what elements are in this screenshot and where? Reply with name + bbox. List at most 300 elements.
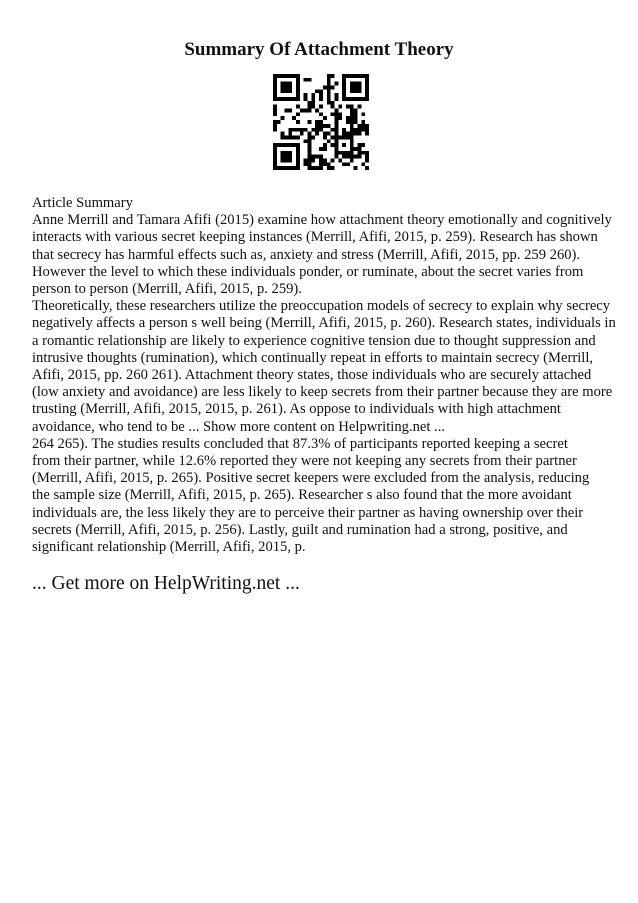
qr-module — [350, 105, 354, 109]
qr-module — [304, 97, 308, 101]
qr-module — [281, 151, 285, 155]
qr-module — [292, 135, 296, 139]
qr-module — [273, 89, 277, 93]
qr-module — [350, 128, 354, 132]
qr-module — [273, 78, 277, 82]
qr-module — [308, 151, 312, 155]
qr-module — [354, 86, 358, 90]
qr-module — [350, 132, 354, 136]
qr-module — [338, 158, 342, 162]
qr-module — [327, 124, 331, 128]
qr-module — [319, 147, 323, 151]
body-line: Theoretically, these researchers utilize the preoccupation models of secrecy to explain why secrecy — [32, 298, 611, 315]
qr-module — [273, 147, 277, 151]
qr-module — [350, 112, 354, 116]
qr-module — [319, 166, 323, 170]
qr-module — [273, 128, 277, 132]
qr-module — [331, 105, 335, 109]
qr-module — [304, 128, 308, 132]
qr-module — [350, 120, 354, 124]
qr-module — [273, 166, 277, 170]
qr-module — [273, 82, 277, 86]
qr-module — [285, 135, 289, 139]
qr-module — [296, 78, 300, 82]
qr-module — [296, 97, 300, 101]
qr-module — [357, 86, 361, 90]
qr-module — [315, 109, 319, 113]
qr-module — [308, 132, 312, 136]
body-line: individuals are, the less likely they are to perceive their partner as having ownership over their — [32, 504, 584, 521]
qr-module — [334, 132, 338, 136]
qr-module — [311, 93, 315, 97]
qr-module — [288, 74, 292, 78]
qr-module — [331, 128, 335, 132]
qr-module — [273, 124, 277, 128]
qr-module — [281, 74, 285, 78]
qr-module — [273, 112, 277, 116]
qr-module — [273, 93, 277, 97]
body-line: However the level to which these individuals ponder, or ruminate, about the secret varies from — [32, 263, 584, 280]
qr-module — [296, 166, 300, 170]
qr-module — [281, 158, 285, 162]
qr-module — [354, 109, 358, 113]
qr-module — [327, 74, 331, 78]
qr-module — [273, 74, 277, 78]
qr-module — [304, 158, 308, 162]
body-line: Anne Merrill and Tamara Afifi (2015) examine how attachment theory emotionally and cognitively — [32, 212, 612, 229]
qr-module — [354, 120, 358, 124]
qr-module — [342, 128, 346, 132]
qr-module — [281, 132, 285, 136]
qr-module — [296, 89, 300, 93]
qr-module — [273, 97, 277, 101]
qr-module — [288, 82, 292, 86]
qr-module — [342, 135, 346, 139]
qr-module — [327, 162, 331, 166]
qr-module — [285, 82, 289, 86]
qr-module — [350, 109, 354, 113]
body-line: avoidance, who tend to be ... Show more content on Helpwriting.net ... — [32, 418, 445, 435]
qr-module — [365, 78, 369, 82]
qr-module — [334, 82, 338, 86]
qr-module — [296, 120, 300, 124]
qr-module — [350, 86, 354, 90]
body-line: Afifi, 2015, pp. 260 261). Attachment theory states, those individuals who are securely attached — [32, 367, 592, 384]
qr-module — [350, 151, 354, 155]
qr-module — [334, 93, 338, 97]
body-line: from their partner, while 12.6% reported they were not keeping any secrets from their partner — [32, 453, 577, 470]
qr-module — [338, 151, 342, 155]
qr-module — [288, 135, 292, 139]
qr-module — [285, 166, 289, 170]
qr-module — [296, 105, 300, 109]
qr-module — [361, 97, 365, 101]
qr-module — [296, 86, 300, 90]
qr-module — [346, 135, 350, 139]
qr-module — [331, 112, 335, 116]
body-line: 264 265). The studies results concluded that 87.3% of participants reported keeping a secret — [32, 435, 568, 452]
qr-module — [315, 128, 319, 132]
qr-module — [304, 93, 308, 97]
body-line: (low anxiety and avoidance) are less likely to keep secrets from their partner because they are more — [32, 384, 613, 401]
qr-module — [311, 128, 315, 132]
qr-module — [354, 116, 358, 120]
qr-module — [334, 155, 338, 159]
qr-module — [334, 151, 338, 155]
qr-module — [273, 120, 277, 124]
qr-module — [296, 158, 300, 162]
qr-module — [361, 143, 365, 147]
qr-module — [304, 109, 308, 113]
qr-module — [319, 124, 323, 128]
get-more-link[interactable]: ... Get more on HelpWriting.net ... — [32, 573, 300, 594]
qr-module — [342, 143, 346, 147]
qr-module — [346, 132, 350, 136]
qr-module — [365, 132, 369, 136]
qr-module — [327, 93, 331, 97]
qr-module — [334, 97, 338, 101]
qr-module — [327, 132, 331, 136]
qr-module — [346, 151, 350, 155]
qr-module — [361, 151, 365, 155]
qr-module — [346, 162, 350, 166]
qr-module — [277, 97, 281, 101]
qr-module — [365, 128, 369, 132]
qr-module — [273, 155, 277, 159]
qr-module — [288, 166, 292, 170]
qr-module — [311, 135, 315, 139]
qr-module — [319, 93, 323, 97]
qr-module — [331, 158, 335, 162]
qr-module — [357, 132, 361, 136]
qr-module — [342, 162, 346, 166]
qr-module — [365, 74, 369, 78]
qr-module — [288, 86, 292, 90]
qr-module — [323, 162, 327, 166]
qr-module — [296, 155, 300, 159]
qr-module — [338, 112, 342, 116]
qr-module — [361, 128, 365, 132]
document-title: Summary Of Attachment Theory — [184, 39, 454, 60]
qr-module — [281, 82, 285, 86]
qr-module — [334, 116, 338, 120]
qr-module — [342, 74, 346, 78]
qr-module — [334, 143, 338, 147]
qr-module — [288, 89, 292, 93]
qr-module — [277, 74, 281, 78]
qr-module — [357, 82, 361, 86]
qr-module — [357, 147, 361, 151]
qr-module — [292, 143, 296, 147]
qr-module — [319, 155, 323, 159]
qr-module — [281, 97, 285, 101]
qr-module — [327, 86, 331, 90]
qr-module — [315, 132, 319, 136]
qr-module — [296, 135, 300, 139]
qr-module — [323, 116, 327, 120]
qr-module — [350, 155, 354, 159]
qr-module — [357, 155, 361, 159]
qr-module — [346, 74, 350, 78]
body-line: significant relationship (Merrill, Afifi, 2015, p. — [32, 539, 306, 556]
qr-module — [331, 74, 335, 78]
qr-module — [319, 105, 323, 109]
qr-module — [354, 155, 358, 159]
qr-module — [288, 143, 292, 147]
qr-module — [304, 139, 308, 143]
qr-module — [277, 120, 281, 124]
qr-module — [327, 82, 331, 86]
qr-module — [315, 120, 319, 124]
qr-module — [285, 143, 289, 147]
qr-module — [365, 151, 369, 155]
qr-module — [304, 162, 308, 166]
body-line: trusting (Merrill, Afifi, 2015, 2015, p. 261). As oppose to individuals with high attachment — [32, 401, 561, 418]
qr-module — [285, 155, 289, 159]
qr-module — [342, 78, 346, 82]
qr-module — [357, 74, 361, 78]
qr-module — [365, 124, 369, 128]
qr-module — [296, 74, 300, 78]
qr-module — [331, 143, 335, 147]
qr-module — [281, 166, 285, 170]
article-body — [32, 195, 622, 556]
qr-module — [285, 151, 289, 155]
qr-module — [285, 109, 289, 113]
qr-module — [311, 97, 315, 101]
qr-module — [292, 74, 296, 78]
qr-module — [319, 162, 323, 166]
qr-module — [354, 89, 358, 93]
qr-module — [342, 89, 346, 93]
qr-module — [308, 139, 312, 143]
qr-module — [311, 166, 315, 170]
qr-module — [350, 147, 354, 151]
qr-module — [288, 109, 292, 113]
body-line: the sample size (Merrill, Afifi, 2015, p. 265). Researcher s also found that the more avoidant — [32, 487, 572, 504]
qr-module — [327, 101, 331, 105]
qr-module — [323, 143, 327, 147]
qr-module — [296, 112, 300, 116]
qr-module — [334, 147, 338, 151]
qr-module — [357, 89, 361, 93]
qr-module — [346, 155, 350, 159]
qr-module — [300, 132, 304, 136]
qr-module — [334, 128, 338, 132]
qr-module — [273, 162, 277, 166]
qr-module — [327, 78, 331, 82]
qr-module — [319, 128, 323, 132]
qr-module — [296, 93, 300, 97]
qr-module — [273, 105, 277, 109]
qr-module — [292, 128, 296, 132]
body-line: interacts with various secret keeping instances (Merrill, Afifi, 2015, p. 259). Research has shown — [32, 229, 598, 246]
qr-module — [319, 97, 323, 101]
qr-module — [327, 139, 331, 143]
body-line: that secrecy has harmful effects such as, anxiety and stress (Merrill, Afifi, 2015, pp. 259 260). — [32, 246, 581, 263]
qr-module — [296, 151, 300, 155]
body-line: intrusive thoughts (rumination), which continually repeat in efforts to maintain secrecy (Merrill, — [32, 349, 594, 366]
section-heading: Article Summary — [32, 195, 133, 211]
qr-module — [319, 120, 323, 124]
qr-module — [308, 162, 312, 166]
qr-module — [357, 124, 361, 128]
body-line: negatively affects a person s well being (Merrill, Afifi, 2015, p. 260). Research states, individuals in — [32, 315, 616, 332]
qr-module — [277, 166, 281, 170]
qr-module — [273, 109, 277, 113]
qr-module — [323, 132, 327, 136]
qr-module — [361, 112, 365, 116]
qr-module — [315, 155, 319, 159]
qr-module — [292, 166, 296, 170]
qr-module — [281, 135, 285, 139]
qr-module — [354, 97, 358, 101]
qr-module — [331, 101, 335, 105]
qr-module — [308, 105, 312, 109]
qr-module — [357, 128, 361, 132]
qr-module — [342, 151, 346, 155]
qr-module — [285, 158, 289, 162]
qr-module — [292, 116, 296, 120]
qr-module — [308, 158, 312, 162]
body-line: a romantic relationship are likely to experience cognitive tension due to thought suppression and — [32, 332, 596, 349]
qr-module — [300, 109, 304, 113]
qr-module — [319, 112, 323, 116]
qr-module — [281, 143, 285, 147]
qr-module — [334, 120, 338, 124]
qr-module — [323, 135, 327, 139]
qr-module — [319, 89, 323, 93]
qr-module — [300, 128, 304, 132]
qr-module — [296, 143, 300, 147]
body-line: (Merrill, Afifi, 2015, p. 265). Positive secret keepers were excluded from the analysis, reducing — [32, 470, 590, 487]
qr-module — [315, 124, 319, 128]
qr-module — [311, 105, 315, 109]
qr-module — [308, 155, 312, 159]
qr-module — [308, 78, 312, 82]
qr-module — [354, 166, 358, 170]
qr-module — [346, 105, 350, 109]
qr-module — [281, 86, 285, 90]
qr-module — [342, 132, 346, 136]
qr-module — [308, 135, 312, 139]
qr-module — [277, 143, 281, 147]
qr-module — [346, 116, 350, 120]
qr-module — [308, 120, 312, 124]
qr-code-graphic — [273, 74, 369, 170]
qr-module — [357, 105, 361, 109]
qr-module — [288, 132, 292, 136]
qr-module — [365, 155, 369, 159]
qr-module — [354, 74, 358, 78]
qr-module — [357, 143, 361, 147]
qr-module — [365, 82, 369, 86]
qr-module — [327, 166, 331, 170]
qr-module — [331, 135, 335, 139]
qr-module — [304, 78, 308, 82]
qr-code-icon — [273, 74, 369, 170]
qr-module — [285, 86, 289, 90]
qr-module — [342, 155, 346, 159]
qr-module — [281, 116, 285, 120]
qr-module — [350, 97, 354, 101]
qr-module — [365, 166, 369, 170]
qr-module — [334, 109, 338, 113]
qr-module — [354, 147, 358, 151]
qr-module — [350, 89, 354, 93]
qr-module — [338, 116, 342, 120]
qr-module — [273, 86, 277, 90]
qr-module — [354, 112, 358, 116]
qr-module — [357, 151, 361, 155]
qr-module — [323, 158, 327, 162]
qr-module — [288, 158, 292, 162]
qr-module — [350, 74, 354, 78]
qr-module — [346, 120, 350, 124]
qr-module — [319, 158, 323, 162]
qr-module — [350, 116, 354, 120]
qr-module — [296, 147, 300, 151]
qr-module — [296, 128, 300, 132]
qr-module — [361, 162, 365, 166]
qr-module — [273, 143, 277, 147]
qr-module — [354, 132, 358, 136]
qr-module — [308, 101, 312, 105]
qr-module — [288, 151, 292, 155]
qr-module — [361, 120, 365, 124]
qr-module — [292, 97, 296, 101]
qr-module — [296, 162, 300, 166]
qr-module — [296, 82, 300, 86]
qr-module — [308, 143, 312, 147]
qr-module — [361, 74, 365, 78]
qr-module — [285, 89, 289, 93]
qr-module — [311, 101, 315, 105]
qr-module — [311, 155, 315, 159]
qr-module — [323, 124, 327, 128]
qr-module — [285, 97, 289, 101]
qr-module — [342, 93, 346, 97]
qr-module — [281, 155, 285, 159]
qr-module — [331, 86, 335, 90]
qr-module — [350, 124, 354, 128]
qr-module — [350, 158, 354, 162]
qr-module — [365, 86, 369, 90]
qr-module — [350, 135, 354, 139]
qr-module — [365, 93, 369, 97]
qr-module — [365, 158, 369, 162]
qr-module — [365, 97, 369, 101]
qr-module — [273, 151, 277, 155]
qr-module — [331, 166, 335, 170]
qr-module — [288, 155, 292, 159]
qr-module — [315, 166, 319, 170]
qr-module — [361, 124, 365, 128]
qr-module — [346, 97, 350, 101]
qr-module — [308, 147, 312, 151]
body-line: secrets (Merrill, Afifi, 2015, p. 256). Lastly, guilt and rumination had a strong, positive, and — [32, 521, 568, 538]
qr-module — [338, 135, 342, 139]
qr-module — [350, 82, 354, 86]
qr-module — [334, 112, 338, 116]
qr-module — [308, 109, 312, 113]
qr-module — [354, 82, 358, 86]
qr-module — [281, 89, 285, 93]
qr-module — [350, 143, 354, 147]
qr-module — [334, 139, 338, 143]
qr-module — [315, 89, 319, 93]
qr-module — [285, 74, 289, 78]
